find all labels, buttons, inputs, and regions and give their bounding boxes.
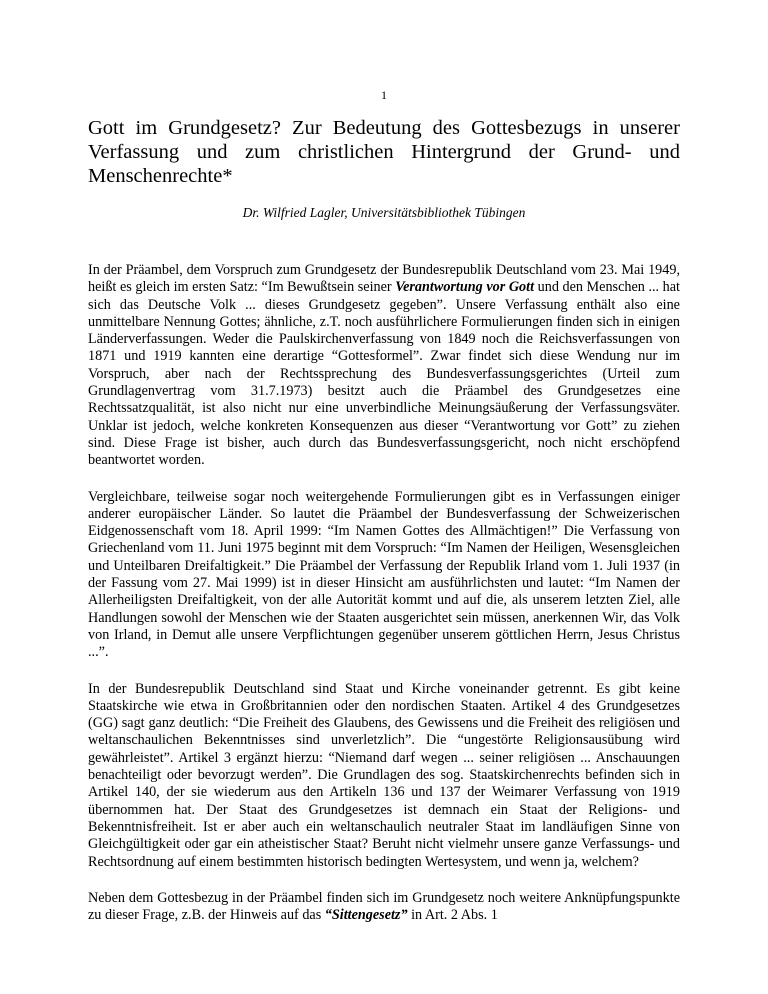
body-text: [88, 262, 680, 943]
paragraph-church-and-state: In der Bundesrepublik Deutschland sind Staat und Kirche voneinander getrennt. Es gibt keine Staatskirche wie etwa in Großbritannien oder den nordischen Staaten. Artikel 4 des Grundgesetzes (GG) sagt ganz deutlich: “Die Freiheit des Glaubens, des Gewissens und die Freiheit des religiösen und weltanschaulichen Bekenntnisses sind unverletzlich”. Die “ungestörte Religionsausübung wird gewährleistet”. Artikel 3 ergänzt hierzu: “Niemand darf wegen ... seiner religiösen ... Anschauungen benachteiligt oder bevorzugt werden”. Die Grundlagen des sog. Staatskirchenrechts befinden sich in Artikel 140, der sie wiederum aus den Artikeln 136 und 137 der Weimarer Verfassung von 1919 übernommen hat. Der Staat des Grundgesetzes ist demnach ein Staat der Religions- und Bekenntnisfreiheit. Ist er aber auch ein weltanschaulich neutraler Staat im landläufigen Sinne von Gleichgültigkeit oder gar ein atheistischer Staat? Beruht nicht vielmehr unsere ganze Verfassungs- und Rechtsordnung auf einem bestimmten historisch bedingten Wertesystem, und wenn ja, welchem?: [88, 680, 680, 870]
paragraph-european-constitutions: Vergleichbare, teilweise sogar noch weitergehende Formulierungen gibt es in Verfassungen einiger anderer europäischer Länder. So lautet die Präambel der Bundesverfassung der Schweizerischen Eidgenossenschaft vom 18. April 1999: “Im Namen Gottes des Allmächtigen!” Die Verfassung von Griechenland vom 11. Juni 1975 beginnt mit dem Vorspruch: “Im Namen der Heiligen, Wesensgleichen und Unteilbaren Dreifaltigkeit.” Die Präambel der Verfassung der Republik Irland vom 1. Juli 1937 (in der Fassung vom 27. Mai 1999) ist in dieser Hinsicht am ausführlichsten und lautet: “Im Namen der Allerheiligsten Dreifaltigkeit, von der alle Autorität kommt und auf die, als unserem letzten Ziel, alle Handlungen sowohl der Menschen wie der Staaten ausgerichtet sein müssen, anerkennen Wir, das Volk von Irland, in Demut alle unsere Verpflichtungen gegenüber unserem göttlichen Herrn, Jesus Christus ...”.: [88, 488, 680, 661]
paragraph-text: In der Präambel, dem Vorspruch zum Grundgesetz der Bundesrepublik Deutschland vom 23. Mai 1949, heißt es gleich im ersten Satz: “Im Bewußtsein seiner: [88, 262, 680, 296]
author-line: Dr. Wilfried Lagler, Universitätsbibliothek Tübingen: [242, 205, 526, 220]
emphasis-text: “Sittengesetz”: [324, 907, 408, 924]
page-number: 1: [381, 88, 387, 102]
paragraph-preamble: [88, 262, 680, 470]
paragraph-text: und den Menschen ... hat sich das Deutsche Volk ... dieses Grundgesetz gegeben”. Unsere Verfassung enthält also eine unmittelbare Nennung Gottes; ähnliche, z.T. noch ausführlichere Formulierungen finden sich in einigen Länderverfassungen. Weder die Paulskirchenverfassung von 1849 noch die Reichsverfassungen von 1871 und 1919 kannten eine derartige “Gottesformel”. Zwar findet sich diese Wendung nur im Vorspruch, aber nach der Rechtssprechung des Bundesverfassungsgerichtes (Urteil zum Grundlagenvertrag vom 31.7.1973) besitzt auch die Präambel des Grundgesetzes eine Rechtssatzqualität, ist also nicht nur eine unverbindliche Meinungsäußerung der Verfassungsväter. Unklar ist jedoch, welche konkreten Konsequenzen aus dieser “Verantwortung vor Gott” zu ziehen sind. Diese Frage ist bisher, auch durch das Bundesverfassungsgericht, noch nicht erschöpfend beantwortet worden.: [88, 279, 680, 469]
emphasis-text: Verantwortung vor Gott: [395, 279, 535, 296]
paragraph-sittengesetz: [88, 890, 680, 925]
paragraph-text: in Art. 2 Abs. 1: [407, 907, 498, 924]
paragraph-text: Neben dem Gottesbezug in der Präambel finden sich im Grundgesetz noch weitere Anknüpfungspunkte zu dieser Frage, z.B. der Hinweis auf das: [88, 889, 680, 924]
document-title: Gott im Grundgesetz? Zur Bedeutung des Gottesbezugs in unserer Verfassung und zum christlichen Hintergrund der Grund- und Menschenrechte*: [88, 117, 680, 187]
